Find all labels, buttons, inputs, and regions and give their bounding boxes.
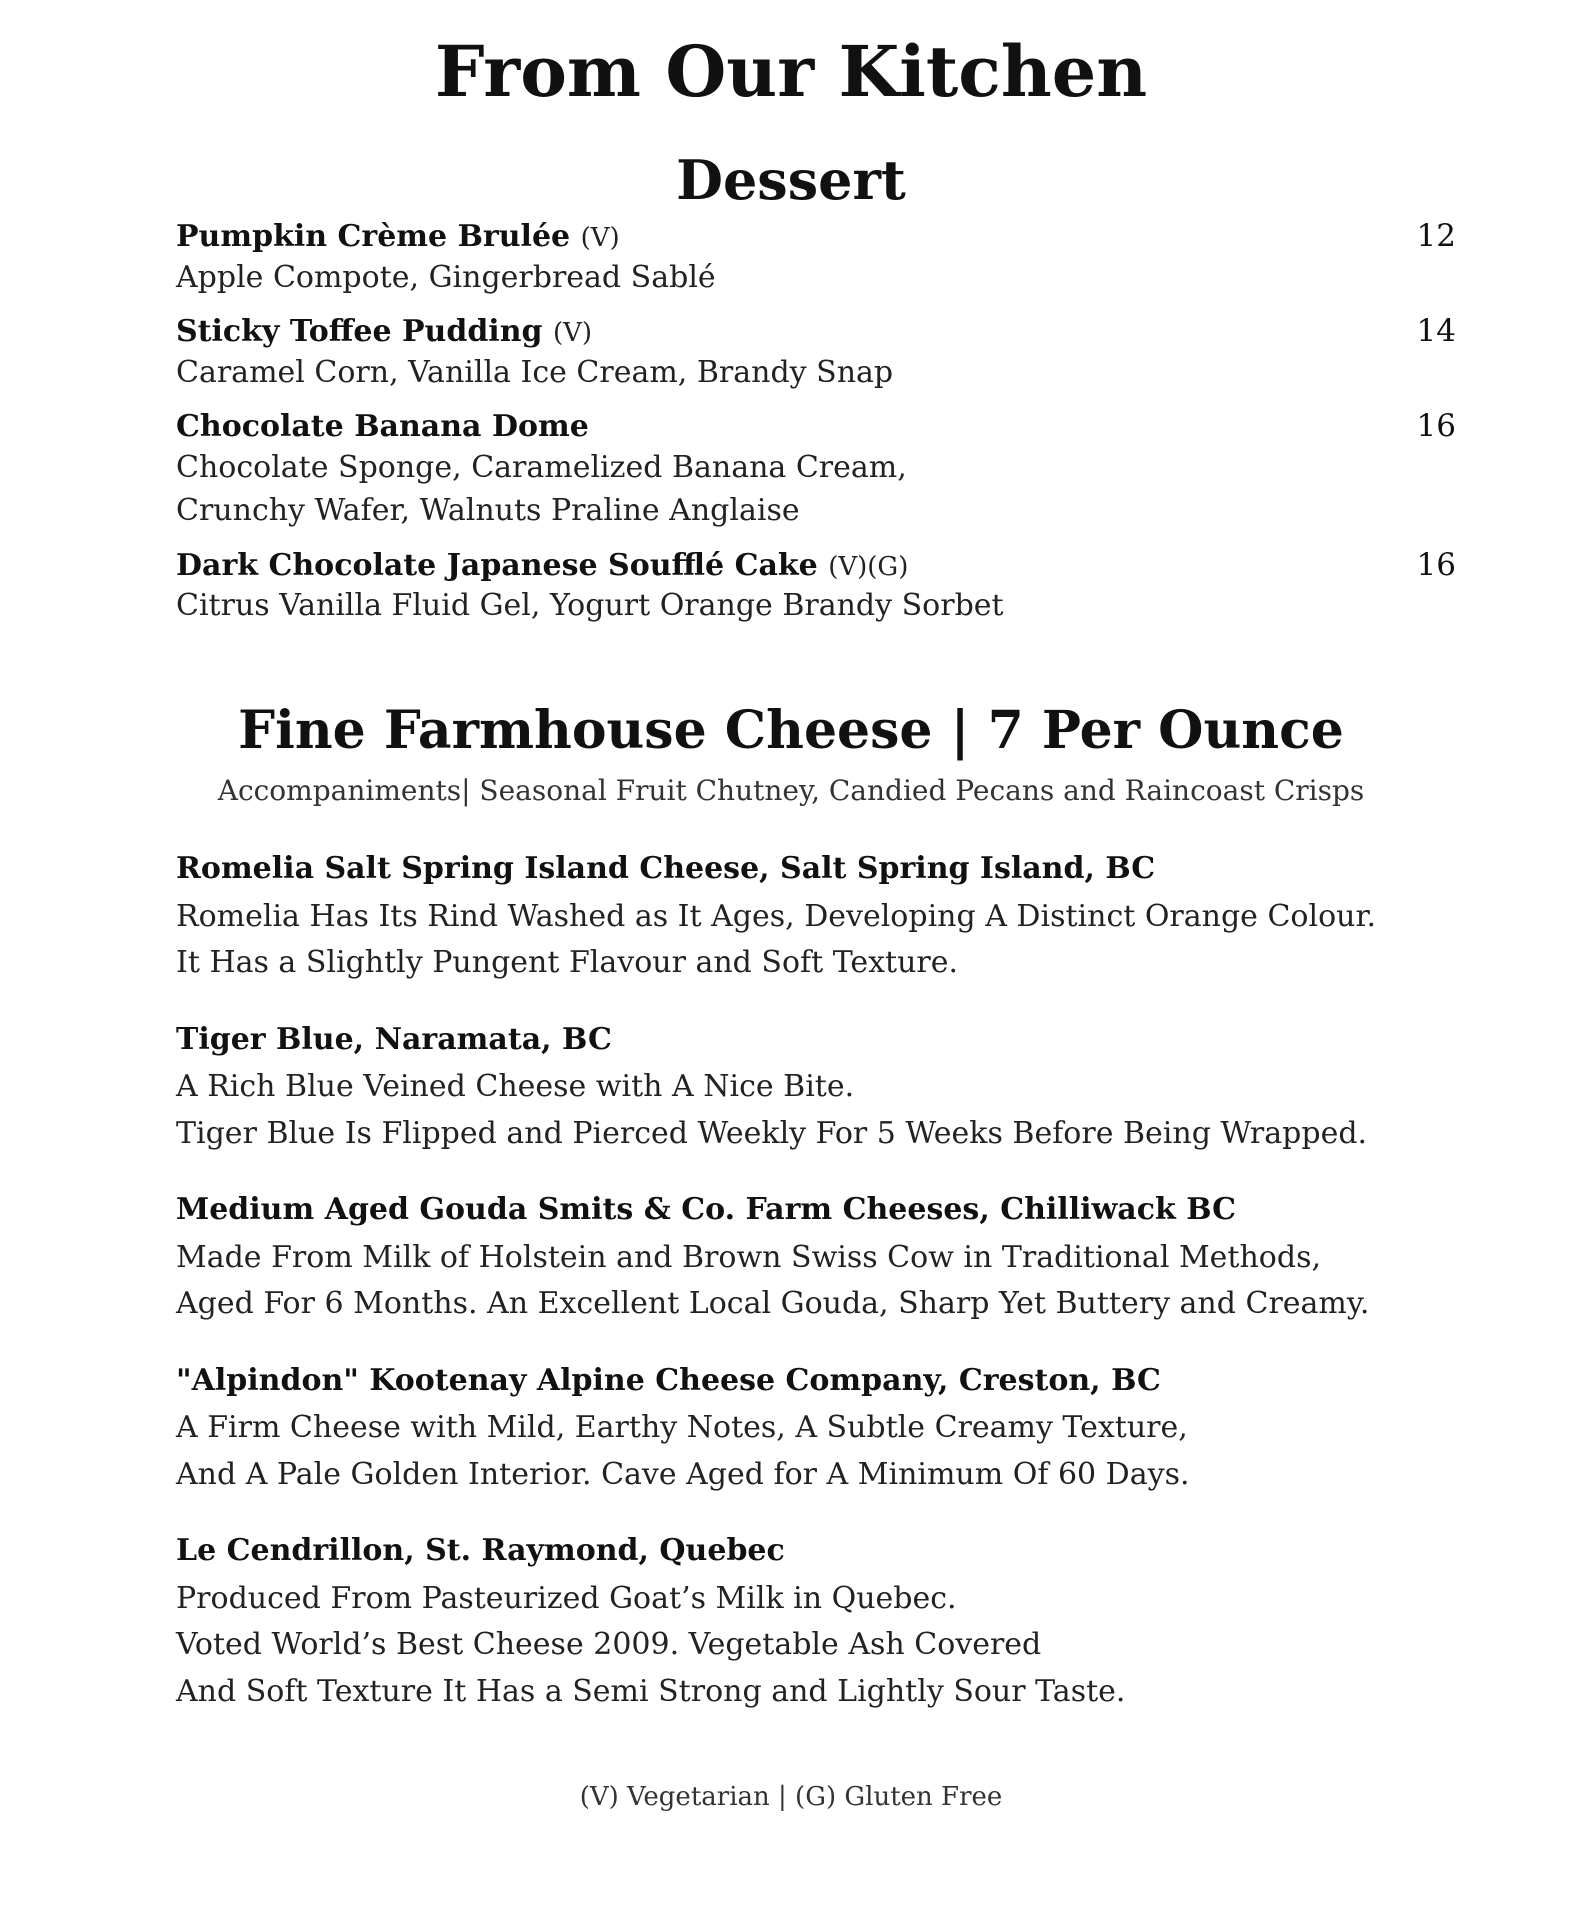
dessert-item-desc: Crunchy Wafer, Walnuts Praline Anglaise [176,493,800,528]
cheese-item-desc: Tiger Blue Is Flipped and Pierced Weekly For 5 Weeks Before Being Wrapped. [176,1115,1368,1151]
cheese-item-desc: And A Pale Golden Interior. Cave Aged for A Minimum Of 60 Days. [176,1456,1190,1492]
cheese-item-name: "Alpindon" Kootenay Alpine Cheese Company, Creston, BC [176,1362,1161,1398]
cheese-item-desc: Aged For 6 Months. An Excellent Local Gouda, Sharp Yet Buttery and Creamy. [176,1286,1370,1321]
cheese-item-desc: A Rich Blue Veined Cheese with A Nice Bite. [176,1069,855,1104]
cheese-item-desc: Produced From Pasteurized Goat’s Milk in Quebec. [176,1580,957,1616]
cheese-item-desc: A Firm Cheese with Mild, Earthy Notes, A Subtle Creamy Texture, [176,1410,1188,1445]
dessert-item-tags: (V)(G) [828,551,909,582]
dessert-item-price: 16 [1416,408,1456,444]
dessert-item-name: Sticky Toffee Pudding [176,314,543,349]
cheese-item [176,1021,1456,1158]
dessert-item-desc: Chocolate Sponge, Caramelized Banana Cream, [176,449,907,485]
cheese-item [176,1362,1456,1499]
dessert-item-price: 14 [1416,313,1456,349]
cheese-list [176,850,1456,1749]
dessert-item-price: 16 [1416,546,1456,583]
cheese-item-desc: Romelia Has Its Rind Washed as It Ages, Developing A Distinct Orange Colour. [176,898,1377,934]
dessert-heading: Dessert [676,148,906,212]
cheese-item-name: Medium Aged Gouda Smits & Co. Farm Cheeses, Chilliwack BC [176,1192,1237,1227]
cheese-item-desc: And Soft Texture It Has a Semi Strong and Lightly Sour Taste. [176,1673,1126,1709]
dessert-item-name: Pumpkin Crème Brulée [176,219,571,254]
dessert-item-desc: Caramel Corn, Vanilla Ice Cream, Brandy Snap [176,354,894,390]
cheese-item-desc: Voted World’s Best Cheese 2009. Vegetable Ash Covered [176,1627,1042,1662]
cheese-accompaniments: Accompaniments| Seasonal Fruit Chutney, Candied Pecans and Raincoast Crisps [217,774,1365,807]
cheese-item [176,850,1456,987]
dessert-item [176,313,1456,394]
dessert-item [176,408,1456,533]
page-title: From Our Kitchen [434,30,1148,113]
dessert-item-tags: (V) [580,223,620,253]
dessert-item-name: Dark Chocolate Japanese Soufflé Cake [176,547,818,583]
cheese-item-desc: It Has a Slightly Pungent Flavour and Soft Texture. [176,945,959,980]
dessert-item-name: Chocolate Banana Dome [176,409,589,444]
cheese-item-name: Le Cendrillon, St. Raymond, Quebec [176,1533,785,1568]
cheese-item-desc: Made From Milk of Holstein and Brown Swiss Cow in Traditional Methods, [176,1239,1321,1275]
dessert-list [176,218,1456,642]
dessert-item-desc: Apple Compote, Gingerbread Sablé [176,259,716,295]
cheese-heading: Fine Farmhouse Cheese | 7 Per Ounce [238,700,1344,761]
dessert-item-price: 12 [1416,218,1456,254]
dessert-item [176,547,1456,628]
dessert-item-desc: Citrus Vanilla Fluid Gel, Yogurt Orange Brandy Sorbet [176,588,1004,623]
cheese-item [176,1532,1456,1715]
cheese-item [176,1191,1456,1328]
dietary-legend: (V) Vegetarian | (G) Gluten Free [579,1782,1003,1812]
dessert-item [176,218,1456,299]
cheese-item-name: Romelia Salt Spring Island Cheese, Salt Spring Island, BC [176,851,1156,886]
cheese-item-name: Tiger Blue, Naramata, BC [176,1021,612,1057]
dessert-item-tags: (V) [552,318,593,348]
